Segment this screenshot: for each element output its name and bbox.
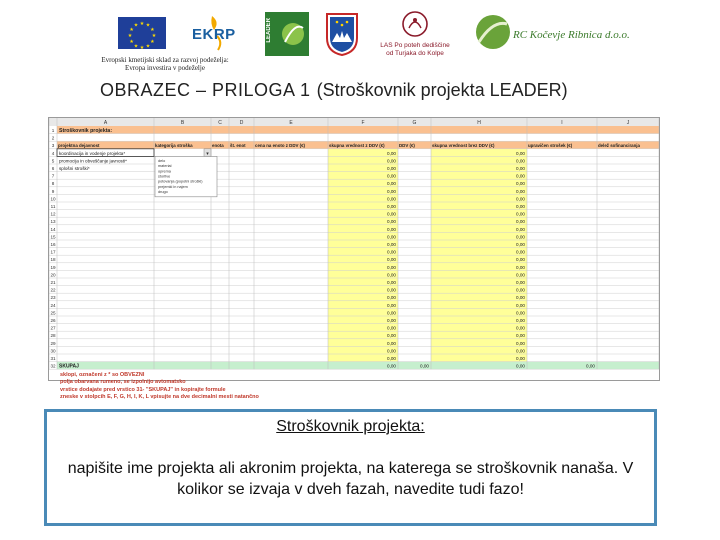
row-number: 32 xyxy=(50,363,56,369)
leader-logo xyxy=(265,12,309,56)
total-value: 0,00 xyxy=(387,363,396,369)
dropdown-option: material xyxy=(158,164,172,169)
row-number: 3 xyxy=(51,143,55,149)
note-4: zneske v stolpcih E, F, G, H, I, K, L vpisujte na dve decimalni mesti natančno xyxy=(60,394,259,401)
value-col-h: 0,00 xyxy=(516,188,525,194)
value-col-f: 0,00 xyxy=(387,272,396,278)
value-col-f: 0,00 xyxy=(387,325,396,331)
row-number: 23 xyxy=(50,295,56,301)
value-col-h: 0,00 xyxy=(516,150,525,156)
total-row-green xyxy=(57,362,659,370)
value-col-h: 0,00 xyxy=(516,302,525,308)
value-col-f: 0,00 xyxy=(387,242,396,247)
header-cell: cena na enoto z DDV (€) xyxy=(255,143,306,149)
value-col-f: 0,00 xyxy=(387,150,396,156)
column-letter: H xyxy=(477,120,481,126)
value-col-f: 0,00 xyxy=(387,181,396,187)
total-label: SKUPAJ xyxy=(59,363,79,370)
value-col-h: 0,00 xyxy=(516,318,525,323)
value-col-f: 0,00 xyxy=(387,302,396,308)
row-number: 19 xyxy=(50,264,56,270)
header-cell: skupna vrednost brez DDV (€) xyxy=(432,143,495,149)
value-col-f: 0,00 xyxy=(387,295,396,301)
row-number: 11 xyxy=(50,204,56,209)
row-number: 29 xyxy=(50,340,56,346)
svg-text:★: ★ xyxy=(133,43,139,49)
value-col-h: 0,00 xyxy=(516,249,525,255)
spreadsheet-screenshot xyxy=(48,117,660,381)
value-col-f: 0,00 xyxy=(387,348,396,354)
column-letter: E xyxy=(289,120,293,126)
value-col-f: 0,00 xyxy=(387,318,396,323)
value-col-f: 0,00 xyxy=(387,158,396,164)
value-col-f: 0,00 xyxy=(387,173,396,179)
yellow-col-h xyxy=(431,141,527,361)
spreadsheet-grid xyxy=(49,118,659,380)
value-col-f: 0,00 xyxy=(387,166,396,171)
value-col-f: 0,00 xyxy=(387,340,396,346)
column-letter: D xyxy=(239,120,244,126)
svg-text:★: ★ xyxy=(139,45,145,49)
row-number: 20 xyxy=(50,272,56,278)
value-col-h: 0,00 xyxy=(516,333,525,339)
svg-text:★: ★ xyxy=(151,33,157,39)
column-letter: G xyxy=(412,120,417,126)
header-cell: št. enot xyxy=(230,143,246,149)
row-number: 7 xyxy=(51,173,55,179)
row-number: 15 xyxy=(50,234,56,240)
row-number: 22 xyxy=(50,287,56,293)
row-number: 21 xyxy=(50,280,56,285)
row-number: 12 xyxy=(50,211,56,217)
row-number: 25 xyxy=(50,310,56,316)
row-number: 8 xyxy=(51,181,55,187)
row-number: 26 xyxy=(50,318,56,323)
dropdown-arrow-icon: ▾ xyxy=(206,150,209,157)
svg-text:★: ★ xyxy=(139,21,145,27)
value-col-f: 0,00 xyxy=(387,264,396,270)
row-number: 27 xyxy=(50,325,56,331)
las-line-2: od Turjaka do Kolpe xyxy=(386,50,444,57)
las-line-1: LAS Po poteh dediščine xyxy=(380,42,450,49)
ekrp-text: EKRP xyxy=(192,26,236,43)
page-title xyxy=(100,80,568,101)
row-number: 16 xyxy=(50,242,56,247)
value-col-h: 0,00 xyxy=(516,325,525,331)
row-number: 18 xyxy=(50,257,56,263)
value-col-f: 0,00 xyxy=(387,249,396,255)
row-number: 10 xyxy=(50,196,56,202)
value-col-f: 0,00 xyxy=(387,333,396,339)
row-number: 30 xyxy=(50,348,56,354)
value-col-f: 0,00 xyxy=(387,257,396,263)
column-letter: F xyxy=(361,120,365,126)
rc-text: RC Kočevje Ribnica d.o.o. xyxy=(513,29,630,41)
row-number: 13 xyxy=(50,219,56,225)
value-col-h: 0,00 xyxy=(516,280,525,285)
value-col-h: 0,00 xyxy=(516,181,525,187)
row-number: 6 xyxy=(51,166,55,171)
svg-text:★: ★ xyxy=(129,39,134,45)
row-number: 2 xyxy=(51,135,55,141)
note-3: vrstice dodajate pred vrstico 31- "SKUPAJ" in kopirajte formule xyxy=(60,386,226,393)
value-col-h: 0,00 xyxy=(516,272,525,278)
value-col-f: 0,00 xyxy=(387,219,396,225)
value-col-h: 0,00 xyxy=(516,356,525,361)
value-col-f: 0,00 xyxy=(387,356,396,361)
column-letter: I xyxy=(561,120,563,126)
total-value: 0,00 xyxy=(420,363,429,369)
row-number: 5 xyxy=(51,158,55,164)
form-subtitle: (Stroškovnik projekta LEADER) xyxy=(316,80,568,100)
row-number: 17 xyxy=(50,249,56,255)
column-header-bar xyxy=(49,118,659,126)
dropdown-option: drugo xyxy=(158,190,168,195)
dropdown-option: prejemki in najem xyxy=(158,184,188,189)
callout-box xyxy=(44,409,657,526)
note-1: sklopi, označeni z * so OBVEZNI xyxy=(60,372,145,378)
activity-cell: koordinacija in vodenje projekta* xyxy=(59,150,126,156)
row1-orange xyxy=(57,126,659,134)
svg-text:★: ★ xyxy=(150,39,155,45)
value-col-h: 0,00 xyxy=(516,234,525,240)
dropdown-option: potovanja (popotni stroški) xyxy=(158,179,203,184)
column-letter: C xyxy=(218,120,222,126)
total-value: 0,00 xyxy=(516,363,525,369)
svg-text:★: ★ xyxy=(133,22,139,29)
value-col-f: 0,00 xyxy=(387,280,396,285)
note-2: polja obarvana rumeno, se izpolnijo avtomatsko xyxy=(60,379,186,386)
sheet-notes xyxy=(60,372,259,402)
value-col-h: 0,00 xyxy=(516,295,525,301)
value-col-h: 0,00 xyxy=(516,348,525,354)
activity-cell: promocija in obveščanje javnosti* xyxy=(59,158,127,164)
value-col-f: 0,00 xyxy=(387,188,396,194)
value-col-h: 0,00 xyxy=(516,211,525,217)
value-col-h: 0,00 xyxy=(516,158,525,164)
value-col-h: 0,00 xyxy=(516,173,525,179)
total-value: 0,00 xyxy=(586,363,595,369)
eu-stars-icon xyxy=(118,17,166,49)
header-cell: delež sofinanciranja xyxy=(598,143,640,149)
las-caption xyxy=(370,42,460,58)
value-col-h: 0,00 xyxy=(516,340,525,346)
value-col-h: 0,00 xyxy=(516,219,525,225)
column-letter: B xyxy=(180,120,185,126)
form-title: OBRAZEC – PRILOGA 1 xyxy=(100,80,311,100)
value-col-f: 0,00 xyxy=(387,287,396,293)
value-col-f: 0,00 xyxy=(387,226,396,232)
value-col-h: 0,00 xyxy=(516,166,525,171)
value-col-h: 0,00 xyxy=(516,196,525,202)
value-col-h: 0,00 xyxy=(516,310,525,316)
header-cell: DDV (€) xyxy=(399,143,415,149)
column-letter: A xyxy=(103,120,108,126)
row-number: 4 xyxy=(51,150,55,156)
row-number: 31 xyxy=(50,356,56,361)
value-col-h: 0,00 xyxy=(516,226,525,232)
las-logo xyxy=(370,10,460,62)
value-col-f: 0,00 xyxy=(387,310,396,316)
dropdown-option: oprema xyxy=(158,169,171,174)
eafrd-line-1: Evropski kmetijski sklad za razvoj podeželja: xyxy=(101,56,229,64)
rc-kocevje-logo xyxy=(475,12,635,56)
ekrp-logo xyxy=(190,12,250,52)
value-col-f: 0,00 xyxy=(387,234,396,240)
leader-text: LEADER xyxy=(266,18,272,43)
callout-body: napišite ime projekta ali akronim projekta, na katerega se stroškovnik nanaša. V kolikor se izvaja v dveh fazah, navedite tudi fazo! xyxy=(67,460,634,498)
row-number: 24 xyxy=(50,302,56,308)
value-col-h: 0,00 xyxy=(516,242,525,247)
column-letter: J xyxy=(626,120,630,126)
dropdown-option: delo xyxy=(158,158,166,163)
row-number: 28 xyxy=(50,333,56,339)
slovenia-coat-of-arms xyxy=(325,12,359,56)
dropdown-option: storitve xyxy=(158,174,171,179)
eu-flag-logo xyxy=(118,17,166,49)
header-cell: projektna dejavnost xyxy=(58,143,100,149)
callout-title: Stroškovnik projekta: xyxy=(276,418,425,435)
header-cell: skupna vrednost z DDV (€) xyxy=(329,143,385,149)
svg-text:★: ★ xyxy=(127,33,133,39)
header-cell: upravičen strošek (€) xyxy=(528,143,573,149)
svg-text:★: ★ xyxy=(145,22,151,29)
svg-text:★: ★ xyxy=(150,27,155,33)
value-col-f: 0,00 xyxy=(387,211,396,217)
svg-text:★: ★ xyxy=(129,27,134,33)
row-number: 1 xyxy=(51,128,55,133)
eafrd-caption xyxy=(100,56,230,72)
value-col-f: 0,00 xyxy=(387,196,396,202)
value-col-h: 0,00 xyxy=(516,204,525,209)
row-number: 14 xyxy=(50,226,56,232)
row1-label: Stroškovnik projekta: xyxy=(59,128,113,134)
eafrd-line-2: Evropa investira v podeželje xyxy=(125,64,205,72)
svg-text:★: ★ xyxy=(145,43,151,49)
activity-cell: splošni stroški* xyxy=(59,166,90,171)
value-col-h: 0,00 xyxy=(516,257,525,263)
header-cell: enota xyxy=(212,143,224,149)
row-number: 9 xyxy=(51,188,55,194)
value-col-f: 0,00 xyxy=(387,204,396,209)
value-col-h: 0,00 xyxy=(516,264,525,270)
header-cell: kategorija stroška xyxy=(155,143,193,149)
value-col-h: 0,00 xyxy=(516,287,525,293)
